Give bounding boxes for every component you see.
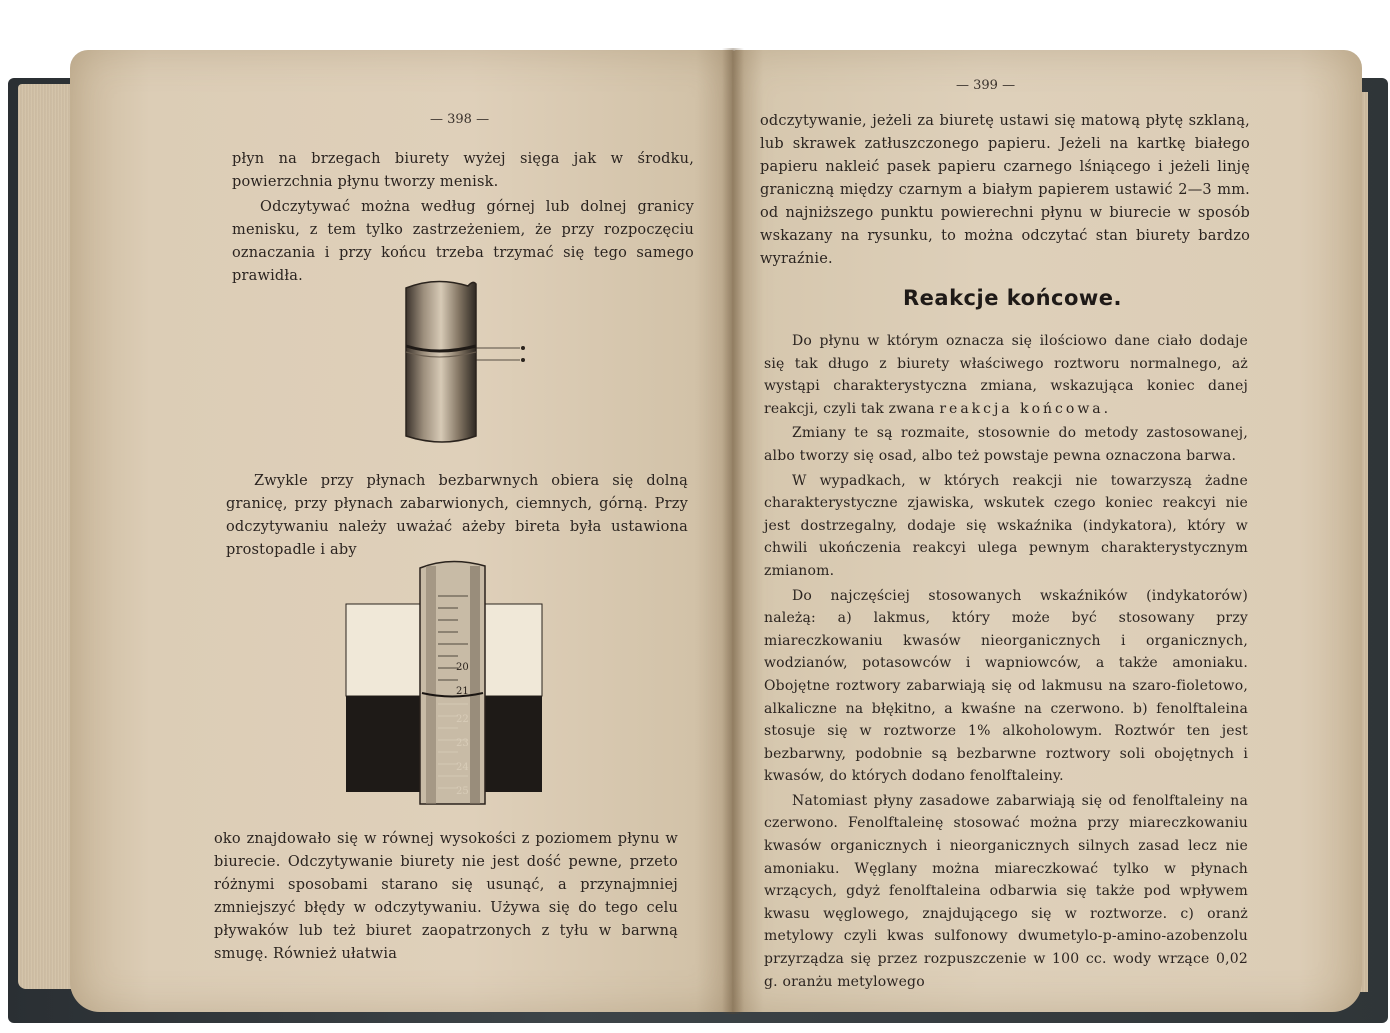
scale-label: 25 [456, 786, 469, 797]
right-para-6: Natomiast płyny zasadowe zabarwiają się od fenolftaleiny na czerwono. Fenolftaleinę stosować można przy miareczkowaniu kwasów organicznych i nieorganicznych silnych zasad lecz nie amoniaku. Węglany można miareczkować tylko w płynach wrzących, gdyż fenolftaleina odbarwia się także pod wpływem kwasu węglowego, znajdującego się w roztworze. c) oranż metylowy czyli kwas sulfonowy dwumetylo-p-amino-azobenzolu przyrządza się przez rozpuszczenie w 100 cc. wody wrzące 0,02 g. oranżu metylowego [764, 792, 1248, 990]
scale-label: 22 [456, 714, 469, 725]
section-heading: Reakcje końcowe. [903, 286, 1123, 310]
right-text-top [760, 110, 1250, 273]
right-para-5: Do najczęściej stosowanych wskaźników (indykatorów) należą: a) lakmus, który może być stosowany przy miareczkowaniu kwasów nieorganicznych i organicznych, wodzianów, potasowców i wapniowców, a także amoniaku. Obojętne roztwory zabarwiają się od lakmusu na szaro-fioletowo, alkaliczne na błękitno, a kwaśne na czerwono. b) fenolftaleina stosuje się w roztworze 1% alkoholowym. Roztwór ten jest bezbarwny, podobnie są bezbarwne roztwory soli obojętnych i kwasów, do których dodano fenolftaleiny. [764, 587, 1248, 785]
page-number-left: — 398 — [430, 112, 490, 127]
right-text-body [764, 330, 1248, 995]
scale-label: 23 [456, 738, 469, 749]
burette-meniscus-figure [398, 276, 538, 446]
left-para-1: płyn na brzegach biurety wyżej sięga jak w środku, powierzchnia płynu tworzy menisk. [232, 151, 694, 190]
book-gutter [722, 48, 744, 1014]
scale-label: 24 [456, 762, 469, 773]
left-para-3: Zwykle przy płynach bezbarwnych obiera się dolną granicę, przy płynach zabarwionych, ciemnych, górną. Przy odczytywaniu należy uważać ażeby bireta była ustawiona prostopadle i aby [226, 473, 688, 558]
right-para-2 [764, 330, 1248, 420]
right-para-2-spaced: reakcja końcowa. [939, 400, 1112, 417]
scale-label: 20 [456, 662, 469, 673]
page-number-right: — 399 — [956, 78, 1016, 93]
right-para-1: odczytywanie, jeżeli za biuretę ustawi się matową płytę szklaną, lub skrawek zatłuszczonego papieru. Jeżeli na kartkę białego papieru nakleić pasek papieru czarnego lśniącego i jeżeli linję graniczną między czarnym a białym papierem ustawić 2—3 mm. od najniższego punktu powierechni płynu w biurecie w sposób wskazany na rysunku, to można odczytać stan biurety bardzo wyraźnie. [760, 113, 1250, 267]
right-para-4: W wypadkach, w których reakcji nie towarzyszą żadne charakterystyczne zjawiska, wskutek czego koniec reakcyi nie jest dostrzegalny, dodaje się wskaźnika (indykatora), który w chwili ukończenia reakcyi ulega pewnym charakterystycznym zmianom. [764, 472, 1248, 579]
left-para-2: Odczytywać można według górnej lub dolnej granicy menisku, z tem tylko zastrzeżeniem, że przy rozpoczęciu oznaczania i przy końcu trzeba trzymać się tego samego prawidła. [232, 199, 694, 284]
scale-label: 21 [456, 686, 469, 697]
right-para-3: Zmiany te są rozmaite, stosownie do metody zastosowanej, albo tworzy się osad, albo też powstaje pewna oznaczona barwa. [764, 425, 1248, 464]
left-text-bottom [214, 828, 678, 968]
right-para-2-text: Do płynu w którym oznacza się ilościowo dane ciało dodaje się tak długo z biurety właściwego roztworu normalnego, aż wystąpi charakterystyczna zmiana, wskazująca koniec danej reakcji, czyli tak zwana [764, 333, 1248, 417]
burette-backdrop-figure [340, 556, 550, 806]
left-text-top [232, 148, 694, 290]
left-para-4: oko znajdowało się w równej wysokości z poziomem płynu w biurecie. Odczytywanie biurety nie jest dość pewne, przeto różnymi sposobami starano się usunąć, a przynajmniej zmniejszyć błędy w odczytywaniu. Używa się do tego celu pływaków lub też biuret zaopatrzonych z tyłu w barwną smugę. Również ułatwia [214, 831, 678, 962]
left-text-middle [226, 470, 688, 564]
